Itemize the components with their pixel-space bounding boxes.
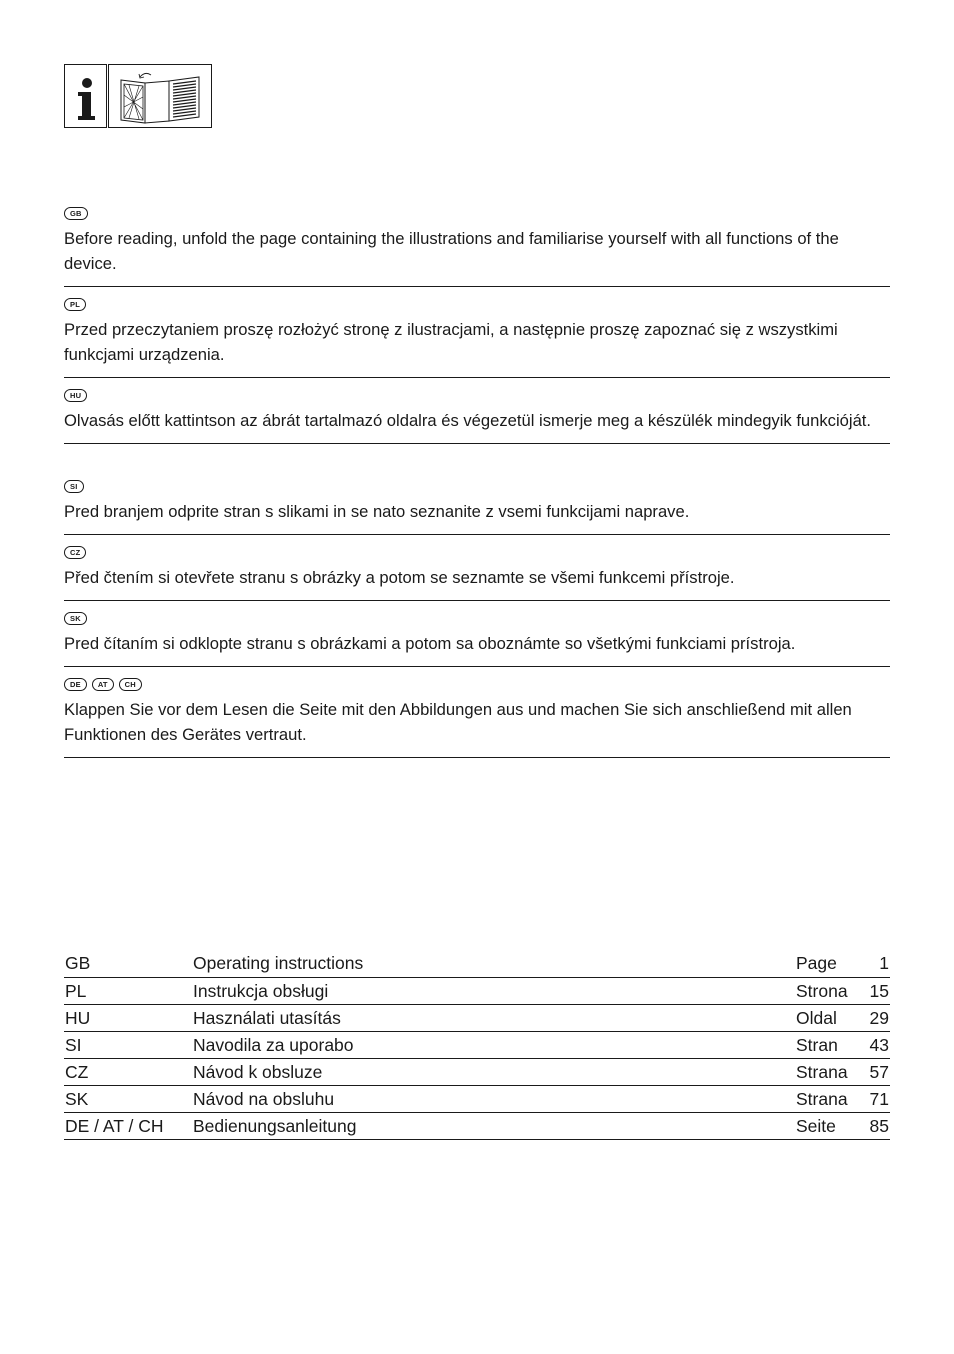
toc-page-label: Seite [796, 1116, 836, 1136]
language-badges [64, 545, 890, 559]
instruction-text: Pred čítaním si odklopte stranu s obrázkami a potom sa oboznámte so všetkými funkciami prístroja. [64, 634, 796, 653]
language-badges [64, 388, 890, 402]
language-section-hu [64, 388, 890, 444]
language-section-si [64, 479, 890, 535]
language-section-pl [64, 297, 890, 378]
toc-row [64, 1086, 890, 1113]
toc-title: Operating instructions [193, 953, 364, 973]
toc-row [64, 1059, 890, 1086]
toc-page-number: 43 [869, 1035, 889, 1055]
language-badges [64, 677, 890, 691]
folded-book-icon [109, 65, 213, 129]
toc-page-label: Strana [796, 1089, 848, 1109]
toc-language-code: SI [65, 1035, 82, 1055]
toc-page-number: 15 [869, 981, 889, 1001]
toc-page-number: 71 [869, 1089, 889, 1109]
instruction-text: Pred branjem odprite stran s slikami in se nato seznanite z vsemi funkcijami naprave. [64, 502, 690, 521]
toc-page-label: Page [796, 953, 837, 973]
toc-page-number: 85 [869, 1116, 889, 1136]
language-section-de-at-ch [64, 677, 890, 758]
language-badge: SI [64, 480, 84, 493]
toc-language-code: SK [65, 1089, 89, 1109]
toc-row [64, 1113, 890, 1140]
table-of-contents [64, 950, 890, 1140]
toc-title: Návod k obsluze [193, 1062, 323, 1082]
language-section-sk [64, 611, 890, 667]
toc-language-code: HU [65, 1008, 91, 1028]
toc-title: Használati utasítás [193, 1008, 341, 1028]
toc-page-label: Stran [796, 1035, 838, 1055]
language-badge: SK [64, 612, 87, 625]
toc-page-label: Strana [796, 1062, 848, 1082]
instruction-text: Olvasás előtt kattintson az ábrát tartalmazó oldalra és végezetül ismerje meg a készülék mindegyik funkcióját. [64, 411, 872, 430]
toc-page-label: Strona [796, 981, 848, 1001]
language-badges [64, 611, 890, 625]
toc-title: Návod na obsluhu [193, 1089, 335, 1109]
language-badge: CH [119, 678, 142, 691]
instruction-text: Przed przeczytaniem proszę rozłożyć stronę z ilustracjami, a następnie proszę zapoznać się z wszystkimi funkcjami urządzenia. [64, 320, 838, 364]
language-badges [64, 206, 890, 220]
unfold-page-icon [108, 64, 212, 128]
toc-title: Navodila za uporabo [193, 1035, 354, 1055]
instruction-text: Před čtením si otevřete stranu s obrázky a potom se seznamte se všemi funkcemi přístroje. [64, 568, 735, 587]
toc-title: Bedienungsanleitung [193, 1116, 357, 1136]
toc-page-number: 57 [869, 1062, 889, 1082]
language-badge: PL [64, 298, 86, 311]
language-badge: HU [64, 389, 87, 402]
toc-page-label: Oldal [796, 1008, 837, 1028]
language-section-gb [64, 206, 890, 287]
toc-row [64, 950, 890, 978]
language-badges [64, 297, 890, 311]
toc-row [64, 978, 890, 1005]
toc-language-code: CZ [65, 1062, 89, 1082]
toc-language-code: GB [65, 953, 91, 973]
toc-language-code: DE / AT / CH [65, 1116, 164, 1136]
language-badge: DE [64, 678, 87, 691]
language-section-cz [64, 545, 890, 601]
toc-title: Instrukcja obsługi [193, 981, 329, 1001]
toc-language-code: PL [65, 981, 87, 1001]
info-icon [64, 64, 107, 128]
toc-row [64, 1032, 890, 1059]
toc-row [64, 1005, 890, 1032]
language-badges [64, 479, 890, 493]
instruction-text: Before reading, unfold the page containing the illustrations and familiarise yourself with all functions of the device. [64, 229, 839, 273]
toc-page-number: 1 [879, 953, 889, 973]
info-letter-icon [65, 65, 108, 129]
toc-page-number: 29 [869, 1008, 889, 1028]
language-badge: CZ [64, 546, 86, 559]
language-badge: AT [92, 678, 114, 691]
instruction-text: Klappen Sie vor dem Lesen die Seite mit den Abbildungen aus und machen Sie sich anschließend mit allen Funktionen des Gerätes vertraut. [64, 700, 852, 744]
language-badge: GB [64, 207, 88, 220]
